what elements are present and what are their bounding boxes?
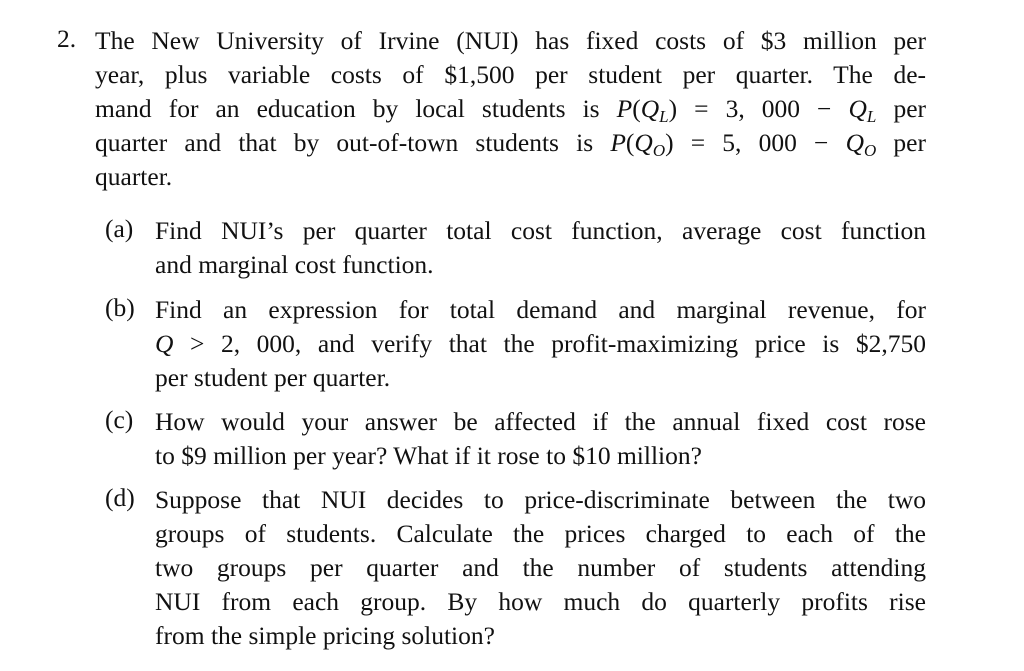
text-run: from the simple pricing solution? xyxy=(155,621,495,650)
text-run: quarter and that by out-of-town students is xyxy=(95,128,611,157)
text-run: year, plus variable costs of $1,500 per student per quarter. The de- xyxy=(95,60,926,89)
text-run: ( xyxy=(625,128,635,157)
text-line xyxy=(95,24,926,58)
text-line xyxy=(155,361,926,395)
part-label: (c) xyxy=(105,405,134,434)
part-text xyxy=(155,405,926,473)
text-run: mand for an education by local students is xyxy=(95,94,617,123)
text-run: and marginal cost function. xyxy=(155,250,434,279)
text-line xyxy=(155,248,926,282)
text-run: ( xyxy=(632,94,641,123)
text-run: NUI from each group. By how much do quarterly profits rise xyxy=(155,587,926,616)
text-line xyxy=(155,439,926,473)
text-line xyxy=(155,327,926,361)
text-line xyxy=(155,551,926,585)
text-line xyxy=(155,214,926,248)
part-text xyxy=(155,483,926,653)
text-line xyxy=(155,405,926,439)
problem-number: 2. xyxy=(57,24,77,53)
text-line xyxy=(95,126,926,160)
text-run: to $9 million per year? What if it rose to $10 million? xyxy=(155,441,702,470)
text-line xyxy=(95,160,926,194)
text-run: How would your answer be affected if the annual fixed cost rose xyxy=(155,407,926,436)
text-line xyxy=(155,619,926,653)
text-run: Find an expression for total demand and marginal revenue, for xyxy=(155,295,926,324)
text-run: per xyxy=(876,128,926,157)
text-line xyxy=(155,585,926,619)
part-label: (d) xyxy=(105,483,135,512)
math-symbol: P xyxy=(610,128,626,157)
text-line xyxy=(95,92,926,126)
text-run: per xyxy=(876,94,927,123)
problem-statement xyxy=(95,24,926,194)
text-run: Find NUI’s per quarter total cost function, average cost function xyxy=(155,216,926,245)
text-line xyxy=(155,293,926,327)
text-run: groups of students. Calculate the prices charged to each of the xyxy=(155,519,926,548)
part-label: (b) xyxy=(105,293,135,322)
part-text xyxy=(155,293,926,395)
text-run: ) = 3, 000 − xyxy=(668,94,849,123)
math-symbol: O xyxy=(863,141,877,160)
text-line xyxy=(155,517,926,551)
part-text xyxy=(155,214,926,282)
math-symbol: P xyxy=(616,94,633,123)
part-label: (a) xyxy=(105,214,134,243)
text-run: two groups per quarter and the number of students attending xyxy=(155,553,926,582)
math-symbol: Q xyxy=(845,128,864,157)
text-line xyxy=(155,483,926,517)
text-run: The New University of Irvine (NUI) has fixed costs of $3 million per xyxy=(95,26,926,55)
text-run: Suppose that NUI decides to price-discriminate between the two xyxy=(155,485,926,514)
math-symbol: Q xyxy=(634,128,653,157)
text-line xyxy=(95,58,926,92)
math-symbol: O xyxy=(652,141,666,160)
text-run: > 2, 000, and verify that the profit-maximizing price is $2,750 xyxy=(173,329,926,358)
math-symbol: Q xyxy=(848,94,867,123)
text-run: ) = 5, 000 − xyxy=(665,128,846,157)
math-symbol: Q xyxy=(640,94,660,123)
math-symbol: L xyxy=(866,107,877,126)
text-run: per student per quarter. xyxy=(155,363,391,392)
text-run: quarter. xyxy=(95,162,173,191)
math-symbol: Q xyxy=(155,329,174,358)
math-symbol: L xyxy=(659,107,669,126)
